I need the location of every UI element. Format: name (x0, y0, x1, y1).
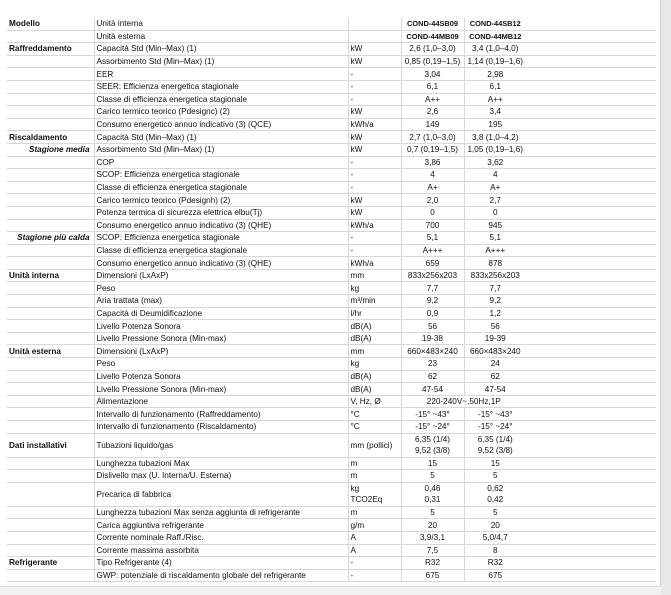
value-model-09: 47-54 (401, 383, 464, 396)
row-description: Peso (94, 358, 348, 371)
row-unit: mm (348, 345, 401, 358)
value-line: 6,35 (1/4) (477, 434, 513, 444)
value-model-09: 3,86 (401, 156, 464, 169)
value-model-12: 2,98 (464, 68, 526, 81)
value-model-12: 1,2 (464, 307, 526, 320)
value-model-12: 0 (464, 206, 526, 219)
row-unit: m³/min (348, 295, 401, 308)
value-model-12: 1,05 (0,19–1,6) (464, 143, 526, 156)
row-description: Potenza termica di sicurezza elettrica elbu(Tj) (94, 206, 348, 219)
header-unit-external: Unità esterna (94, 30, 348, 43)
row-description: Precarica di fabbrica (94, 482, 348, 506)
table-row (7, 383, 656, 396)
unit-line: TCO2Eq (350, 495, 383, 505)
value-model-09: 2,0 (401, 194, 464, 207)
value-model-09: 833x256x203 (401, 269, 464, 282)
table-row (7, 295, 656, 308)
table-row (7, 169, 656, 182)
table-row (7, 80, 656, 93)
row-unit: kW (348, 43, 401, 56)
value-model-12: 19-39 (464, 332, 526, 345)
table-row (7, 395, 656, 408)
value-model-09: 56 (401, 320, 464, 333)
value-model-09: 659 (401, 257, 464, 270)
section-label (7, 544, 94, 557)
section-label: Raffreddamento (7, 43, 94, 56)
value-model-09: 4 (401, 169, 464, 182)
row-unit: - (348, 181, 401, 194)
row-unit: mm (pollici) (348, 433, 401, 457)
row-description: Assorbimento Std (Min–Max) (1) (94, 143, 348, 156)
table-row (7, 244, 656, 257)
row-description: Corrente nominale Raff./Risc. (94, 531, 348, 544)
section-label (7, 206, 94, 219)
section-label (7, 80, 94, 93)
row-unit: kW (348, 194, 401, 207)
row-unit: kg (348, 282, 401, 295)
row-unit: - (348, 68, 401, 81)
section-label (7, 470, 94, 483)
scrollbar-track[interactable] (660, 0, 671, 595)
table-row (7, 181, 656, 194)
table-row (7, 194, 656, 207)
row-unit: m (348, 470, 401, 483)
section-label (7, 320, 94, 333)
header-row-internal (7, 18, 656, 30)
section-label (7, 569, 94, 582)
row-description: Intervallo di funzionamento (Raffreddamento) (94, 408, 348, 421)
value-line: 9,52 (3/8) (414, 446, 451, 456)
value-model-09 (401, 433, 464, 457)
section-label (7, 68, 94, 81)
table-row (7, 219, 656, 232)
row-description: Classe di efficienza energetica stagionale (94, 93, 348, 106)
row-description: Carico termico teorico (Pdesignh) (2) (94, 194, 348, 207)
table-row (7, 43, 656, 56)
table-row (7, 93, 656, 106)
section-label: Unità esterna (7, 345, 94, 358)
section-label (7, 421, 94, 434)
row-description: Classe di efficienza energetica stagionale (94, 181, 348, 194)
value-line: 9,52 (3/8) (477, 446, 513, 456)
value-model-09: 62 (401, 370, 464, 383)
value-model-12: A++ (464, 93, 526, 106)
row-unit: °C (348, 421, 401, 434)
row-description: Dimensioni (LxAxP) (94, 269, 348, 282)
section-label (7, 93, 94, 106)
value-model-12: 3,62 (464, 156, 526, 169)
table-row (7, 156, 656, 169)
value-line: 6,35 (1/4) (414, 434, 451, 444)
section-label (7, 169, 94, 182)
table-row (7, 55, 656, 68)
value-model-12: 15 (464, 457, 526, 470)
value-line: 0,42 (487, 495, 504, 505)
table-row (7, 557, 656, 570)
section-label (7, 219, 94, 232)
row-unit: mm (348, 269, 401, 282)
table-row (7, 482, 656, 506)
value-model-12: 2,7 (464, 194, 526, 207)
value-model-09: A+ (401, 181, 464, 194)
value-model-09: 6,1 (401, 80, 464, 93)
section-label (7, 156, 94, 169)
value-model-09: 20 (401, 519, 464, 532)
section-label (7, 332, 94, 345)
row-description: Consumo energetico annuo indicativo (3) (QCE) (94, 118, 348, 131)
value-model-09: 0 (401, 206, 464, 219)
section-label (7, 370, 94, 383)
value-model-12 (464, 482, 526, 506)
value-model-12: 878 (464, 257, 526, 270)
value-model-09: 3,9/3,1 (401, 531, 464, 544)
value-model-12: -15° ~24° (464, 421, 526, 434)
value-model-12: 833x256x203 (464, 269, 526, 282)
table-row (7, 345, 656, 358)
row-description: COP (94, 156, 348, 169)
table-row (7, 320, 656, 333)
value-model-12 (464, 433, 526, 457)
value-model-12: 9,2 (464, 295, 526, 308)
value-model-12: 945 (464, 219, 526, 232)
table-row (7, 421, 656, 434)
value-model-09: A++ (401, 93, 464, 106)
row-description: Classe di efficienza energetica stagionale (94, 244, 348, 257)
table-row (7, 470, 656, 483)
bottom-edge (0, 586, 661, 595)
row-unit: kW (348, 206, 401, 219)
row-unit: dB(A) (348, 383, 401, 396)
table-row (7, 269, 656, 282)
section-label (7, 383, 94, 396)
row-description: SCOP: Efficienza energetica stagionale (94, 169, 348, 182)
value-line: 0,46 (424, 483, 441, 493)
section-label (7, 106, 94, 119)
value-model-12: 62 (464, 370, 526, 383)
row-description: Capacità Std (Min–Max) (1) (94, 131, 348, 144)
value-model-09: 3,04 (401, 68, 464, 81)
value-model-09: R32 (401, 557, 464, 570)
section-label: Refrigerante (7, 557, 94, 570)
value-model-12: 3,4 (1,0–4,0) (464, 43, 526, 56)
row-unit: - (348, 232, 401, 245)
row-description: Alimentazione (94, 395, 348, 408)
table-row (7, 131, 656, 144)
section-label (7, 506, 94, 519)
value-model-09: 5,1 (401, 232, 464, 245)
row-description: Carica aggiuntiva refrigerante (94, 519, 348, 532)
value-model-09: 7,5 (401, 544, 464, 557)
table-row (7, 206, 656, 219)
section-label (7, 531, 94, 544)
row-unit: kg (348, 358, 401, 371)
row-description: Aria trattata (max) (94, 295, 348, 308)
value-model-12: 47-54 (464, 383, 526, 396)
section-label (7, 282, 94, 295)
row-description: Tipo Refrigerante (4) (94, 557, 348, 570)
value-model-12: -15° ~43° (464, 408, 526, 421)
model-internal-12: COND-44SB12 (464, 18, 526, 30)
section-label (7, 118, 94, 131)
row-description: EER (94, 68, 348, 81)
table-row (7, 544, 656, 557)
value-model-12: 3,4 (464, 106, 526, 119)
value-model-09: 700 (401, 219, 464, 232)
row-unit: dB(A) (348, 370, 401, 383)
section-label: Modello (7, 18, 94, 30)
model-external-12: COND-44MB12 (464, 30, 526, 43)
value-model-09: A+++ (401, 244, 464, 257)
section-label (7, 358, 94, 371)
row-description: Tubazioni liquido/gas (94, 433, 348, 457)
value-model-12: A+++ (464, 244, 526, 257)
row-unit: kW (348, 131, 401, 144)
value-model-09: 0,7 (0,19–1,5) (401, 143, 464, 156)
row-unit: A (348, 531, 401, 544)
value-model-12: 5,0/4,7 (464, 531, 526, 544)
row-description: Consumo energetico annuo indicativo (3) (QHE) (94, 257, 348, 270)
table-row (7, 569, 656, 582)
row-unit: g/m (348, 519, 401, 532)
value-model-12: R32 (464, 557, 526, 570)
row-description: Livello Pressione Sonora (Min-max) (94, 332, 348, 345)
row-unit: m (348, 506, 401, 519)
table-row (7, 307, 656, 320)
value-model-09: 9,2 (401, 295, 464, 308)
value-model-12: 660×483×240 (464, 345, 526, 358)
section-label (7, 244, 94, 257)
row-description: Dislivello max (U. Interna/U. Esterna) (94, 470, 348, 483)
section-label: Dati installativi (7, 433, 94, 457)
section-label (7, 482, 94, 506)
table-row (7, 106, 656, 119)
value-model-12: 56 (464, 320, 526, 333)
value-model-09: 5 (401, 470, 464, 483)
value-model-09: 2,7 (1,0–3,0) (401, 131, 464, 144)
row-unit: - (348, 93, 401, 106)
section-label (7, 194, 94, 207)
model-internal-09: COND-44SB09 (401, 18, 464, 30)
row-unit: - (348, 169, 401, 182)
row-unit: - (348, 156, 401, 169)
section-label (7, 519, 94, 532)
row-description: Livello Potenza Sonora (94, 320, 348, 333)
value-model-09: -15° ~24° (401, 421, 464, 434)
row-description: Carico termico teorico (Pdesignc) (2) (94, 106, 348, 119)
value-both-models: 220-240V~,50Hz,1P (401, 395, 526, 408)
row-unit: kWh/a (348, 219, 401, 232)
value-model-09: 23 (401, 358, 464, 371)
row-unit: - (348, 569, 401, 582)
section-label (7, 55, 94, 68)
value-model-09 (401, 482, 464, 506)
value-model-12: 7,7 (464, 282, 526, 295)
row-description: SCOP: Efficienza energetica stagionale (94, 232, 348, 245)
row-unit: A (348, 544, 401, 557)
value-model-09: 19-38 (401, 332, 464, 345)
row-unit: l/hr (348, 307, 401, 320)
table-row (7, 143, 656, 156)
table-row (7, 232, 656, 245)
value-line: 0,62 (487, 483, 504, 493)
value-model-12: A+ (464, 181, 526, 194)
row-unit: °C (348, 408, 401, 421)
table-row (7, 408, 656, 421)
row-description: GWP: potenziale di riscaldamento globale del refrigerante (94, 569, 348, 582)
row-unit: kW (348, 55, 401, 68)
table-row (7, 257, 656, 270)
section-label (7, 457, 94, 470)
value-model-12: 8 (464, 544, 526, 557)
row-unit: kWh/a (348, 118, 401, 131)
row-description: Dimensioni (LxAxP) (94, 345, 348, 358)
value-model-09: 0,85 (0,19–1,5) (401, 55, 464, 68)
section-label (7, 295, 94, 308)
table-row (7, 358, 656, 371)
section-label (7, 307, 94, 320)
row-unit: V, Hz, Ø (348, 395, 401, 408)
value-model-12: 5 (464, 506, 526, 519)
row-description: Consumo energetico annuo indicativo (3) (QHE) (94, 219, 348, 232)
value-model-09: 2,6 (401, 106, 464, 119)
row-description: Peso (94, 282, 348, 295)
value-model-12: 1,14 (0,19–1,6) (464, 55, 526, 68)
row-unit (348, 482, 401, 506)
row-description: SEER: Efficienza energetica stagionale (94, 80, 348, 93)
header-unit-internal: Unità interna (94, 18, 348, 30)
section-label: Riscaldamento (7, 131, 94, 144)
section-label (7, 408, 94, 421)
section-label (7, 395, 94, 408)
spec-table (7, 18, 656, 582)
row-description: Livello Potenza Sonora (94, 370, 348, 383)
value-line: 0,31 (424, 495, 441, 505)
table-row (7, 506, 656, 519)
subsection-label: Stagione media (7, 143, 94, 156)
table-row (7, 457, 656, 470)
row-description: Assorbimento Std (Min–Max) (1) (94, 55, 348, 68)
table-row (7, 433, 656, 457)
value-model-09: 2,6 (1,0–3,0) (401, 43, 464, 56)
row-description: Capacità Std (Min–Max) (1) (94, 43, 348, 56)
row-unit: kW (348, 106, 401, 119)
table-row (7, 370, 656, 383)
model-external-09: COND-44MB09 (401, 30, 464, 43)
row-description: Lunghezza tubazioni Max (94, 457, 348, 470)
table-row (7, 519, 656, 532)
section-label: Unità interna (7, 269, 94, 282)
row-description: Capacità di Deumidificazione (94, 307, 348, 320)
table-row (7, 282, 656, 295)
value-model-09: 0,9 (401, 307, 464, 320)
row-description: Livello Pressione Sonora (Min-max) (94, 383, 348, 396)
table-row (7, 332, 656, 345)
table-row (7, 118, 656, 131)
value-model-09: 660×483×240 (401, 345, 464, 358)
value-model-09: 675 (401, 569, 464, 582)
row-unit: - (348, 244, 401, 257)
header-row-external (7, 30, 656, 43)
row-unit: dB(A) (348, 320, 401, 333)
row-description: Lunghezza tubazioni Max senza aggiunta di refrigerante (94, 506, 348, 519)
row-unit: dB(A) (348, 332, 401, 345)
row-unit: m (348, 457, 401, 470)
section-label (7, 257, 94, 270)
row-description: Corrente massima assorbita (94, 544, 348, 557)
value-model-12: 24 (464, 358, 526, 371)
value-model-12: 5,1 (464, 232, 526, 245)
value-model-12: 6,1 (464, 80, 526, 93)
unit-line: kg (350, 483, 360, 493)
value-model-12: 3,8 (1,0–4,2) (464, 131, 526, 144)
row-unit: kW (348, 143, 401, 156)
subsection-label: Stagione più calda (7, 232, 94, 245)
value-model-12: 195 (464, 118, 526, 131)
value-model-12: 675 (464, 569, 526, 582)
table-row (7, 68, 656, 81)
value-model-09: 15 (401, 457, 464, 470)
value-model-09: 149 (401, 118, 464, 131)
row-unit: - (348, 557, 401, 570)
table-row (7, 531, 656, 544)
row-unit: - (348, 80, 401, 93)
value-model-12: 5 (464, 470, 526, 483)
section-label (7, 181, 94, 194)
value-model-09: -15° ~43° (401, 408, 464, 421)
value-model-09: 7,7 (401, 282, 464, 295)
value-model-12: 4 (464, 169, 526, 182)
value-model-09: 5 (401, 506, 464, 519)
row-description: Intervallo di funzionamento (Riscaldamento) (94, 421, 348, 434)
row-unit: kWh/a (348, 257, 401, 270)
value-model-12: 20 (464, 519, 526, 532)
